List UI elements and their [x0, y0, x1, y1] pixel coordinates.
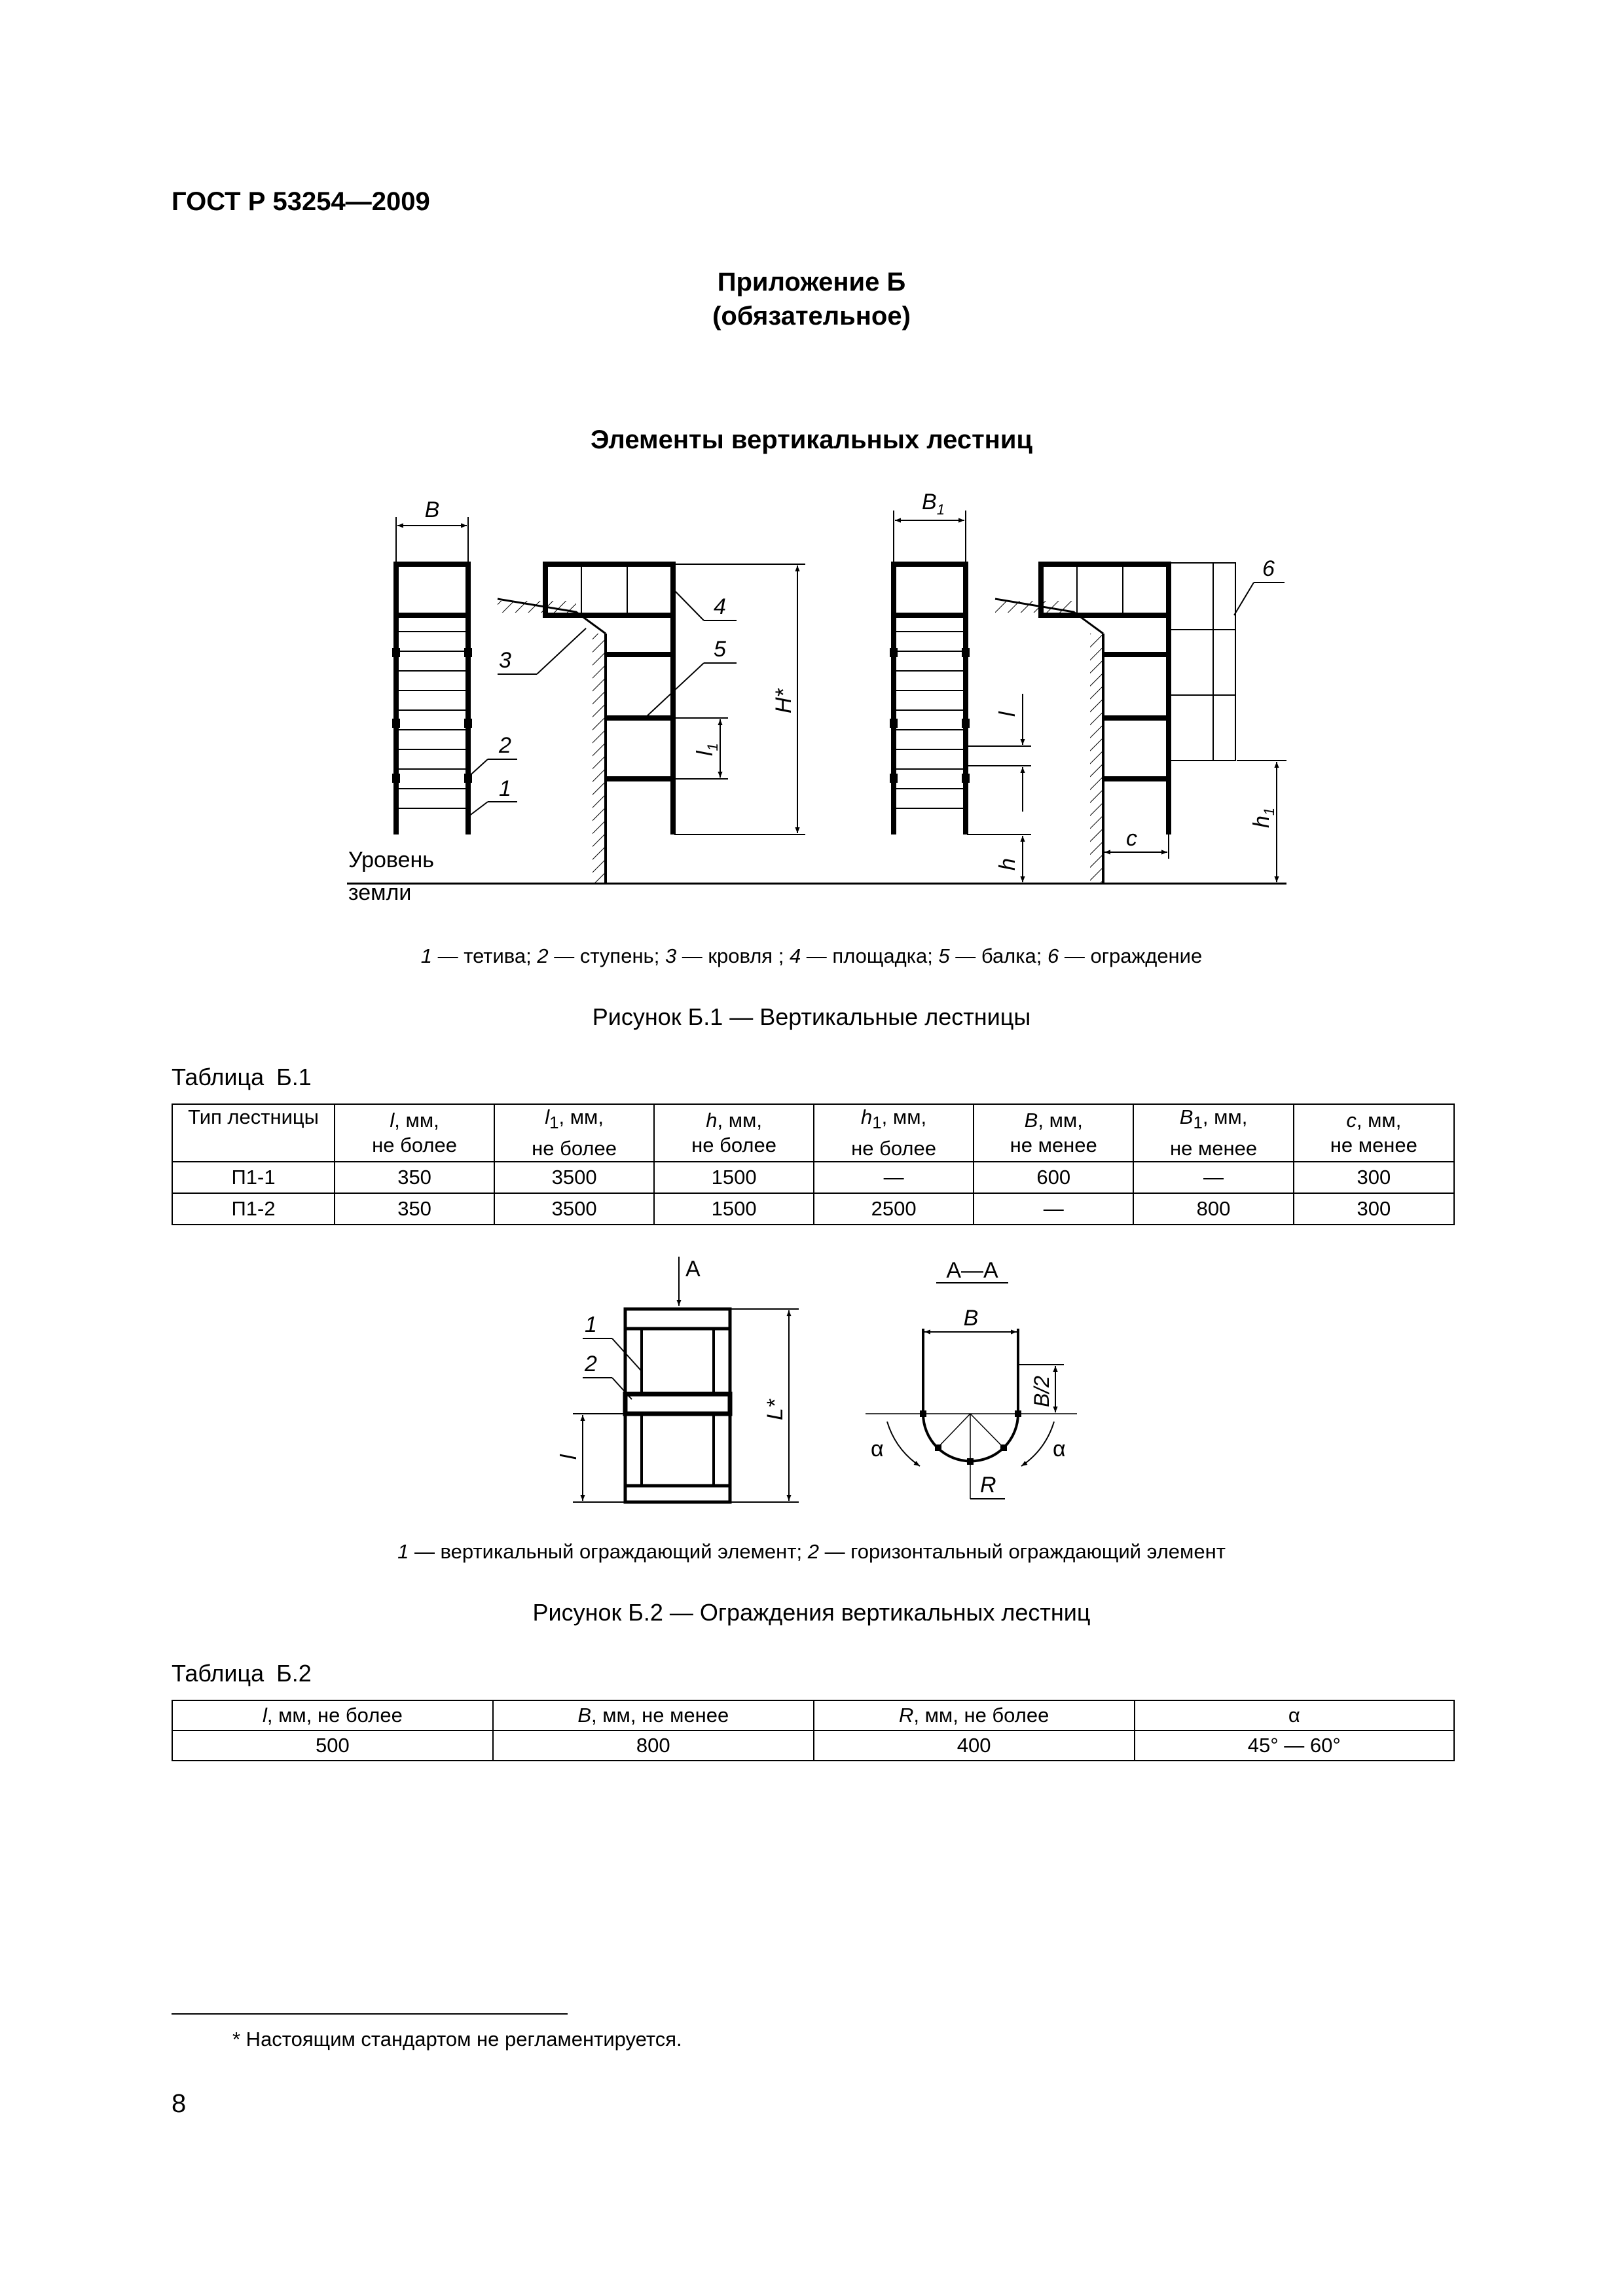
ladder-p1-1 [392, 564, 472, 834]
legend-item: 5 — балка; [938, 944, 1048, 967]
label-h1: $h_1$ [1249, 807, 1277, 828]
table-header-cell: α [1135, 1700, 1454, 1731]
legend-item: 2 — ступень; [537, 944, 665, 967]
callout-6: 6 [1262, 556, 1275, 581]
table-header-cell: c, мм, не менее [1294, 1104, 1454, 1162]
callout-1: 1 [499, 776, 511, 801]
dimension-b [396, 497, 468, 563]
table-header-cell: $l_1$, мм, не более [494, 1104, 654, 1162]
dimension-h1 [1237, 761, 1286, 882]
ground-label-line2: земли [348, 880, 412, 905]
page-number: 8 [172, 2089, 187, 2118]
label-l: l [995, 711, 1020, 717]
label-l-star: L* [763, 1399, 788, 1420]
label-b-section: B [963, 1306, 979, 1331]
table-header-cell: R, мм, не более [814, 1700, 1135, 1731]
callout-5: 5 [714, 637, 726, 662]
dimension-h-total [674, 564, 805, 834]
label-alpha-left: α [871, 1437, 884, 1462]
figure2-caption: Рисунок Б.2 — Ограждения вертикальных лестниц [532, 1599, 1091, 1626]
label-h: h [995, 858, 1020, 870]
table-header-cell: h, мм, не более [654, 1104, 814, 1162]
table-row: 500 800 400 45° — 60° [172, 1731, 1454, 1761]
label-l1: $l_1$ [693, 743, 721, 756]
table-header-cell: B, мм, не менее [493, 1700, 814, 1731]
table-header-cell: $h_1$, мм, не более [814, 1104, 974, 1162]
dimension-l [967, 694, 1031, 812]
table-header-cell: l, мм, не более [335, 1104, 494, 1162]
appendix-title: Приложение Б [717, 268, 906, 296]
dimension-l1 [674, 718, 728, 779]
ground-label-line1: Уровень [348, 848, 434, 872]
label-c: c [1126, 826, 1137, 851]
label-h-total: H* [771, 689, 796, 713]
dimension-h [967, 834, 1031, 882]
callout-4: 4 [714, 594, 726, 619]
figure1-caption: Рисунок Б.1 — Вертикальные лестницы [592, 1003, 1031, 1030]
table-header-cell: $B_1$, мм, не менее [1133, 1104, 1293, 1162]
table2-title: Таблица Б.2 [172, 1660, 312, 1687]
callout-2-2: 2 [585, 1352, 597, 1376]
table-row: П1-2 350 3500 1500 2500 — 800 300 [172, 1193, 1454, 1225]
table-row: П1-1 350 3500 1500 — 600 — 300 [172, 1162, 1454, 1193]
building-p1-2 [995, 564, 1169, 884]
legend-item: 1 — тетива; [420, 944, 538, 967]
table-b2 [172, 1700, 1455, 1761]
railing-front-view [556, 1257, 799, 1502]
table-header-cell: B, мм, не менее [974, 1104, 1133, 1162]
figure-ladder-railings [0, 1230, 1623, 1518]
label-section: A—A [946, 1258, 998, 1283]
table-header-row [172, 1104, 1454, 1162]
table-header-row [172, 1700, 1454, 1731]
railing-6 [1170, 556, 1285, 761]
doc-code: ГОСТ Р 53254—2009 [172, 187, 430, 216]
callout-2-1: 1 [585, 1312, 597, 1337]
table1-title: Таблица Б.1 [172, 1064, 312, 1090]
legend-item: 1 — вертикальный ограждающий элемент; [397, 1540, 808, 1563]
label-r: R [980, 1473, 996, 1498]
legend-item: 2 — горизонтальный ограждающий элемент [807, 1540, 1226, 1563]
footnote: * Настоящим стандартом не регламентируется. [232, 2028, 682, 2051]
building-p1-1 [498, 564, 673, 884]
callout-2: 2 [499, 733, 511, 758]
legend-item: 4 — площадка; [789, 944, 939, 967]
label-b: B [424, 497, 440, 522]
callouts-1-2 [466, 733, 517, 818]
section-title: Элементы вертикальных лестниц [590, 425, 1033, 454]
table-b1 [172, 1103, 1455, 1225]
callout-3: 3 [499, 648, 511, 673]
footnote-divider [172, 2013, 568, 2015]
dimension-c [1104, 826, 1169, 859]
table-header-cell: l, мм, не более [172, 1700, 493, 1731]
figure1-legend [0, 944, 1623, 968]
label-b-half: B/2 [1030, 1375, 1053, 1407]
legend-item: 6 — ограждение [1047, 944, 1203, 967]
label-l-railing: l [556, 1454, 581, 1460]
legend-item: 3 — кровля ; [665, 944, 790, 967]
appendix-status: (обязательное) [712, 302, 911, 331]
figure2-legend [0, 1540, 1623, 1564]
dimension-b1 [894, 490, 966, 563]
railing-section-view [866, 1258, 1077, 1499]
figure-vertical-ladders [0, 0, 1623, 982]
table-header-cell: Тип лестницы [172, 1104, 335, 1162]
label-a: A [685, 1257, 701, 1282]
label-b1: $B_1$ [922, 490, 945, 518]
label-alpha-right: α [1053, 1437, 1066, 1462]
ladder-p1-2 [890, 564, 970, 834]
